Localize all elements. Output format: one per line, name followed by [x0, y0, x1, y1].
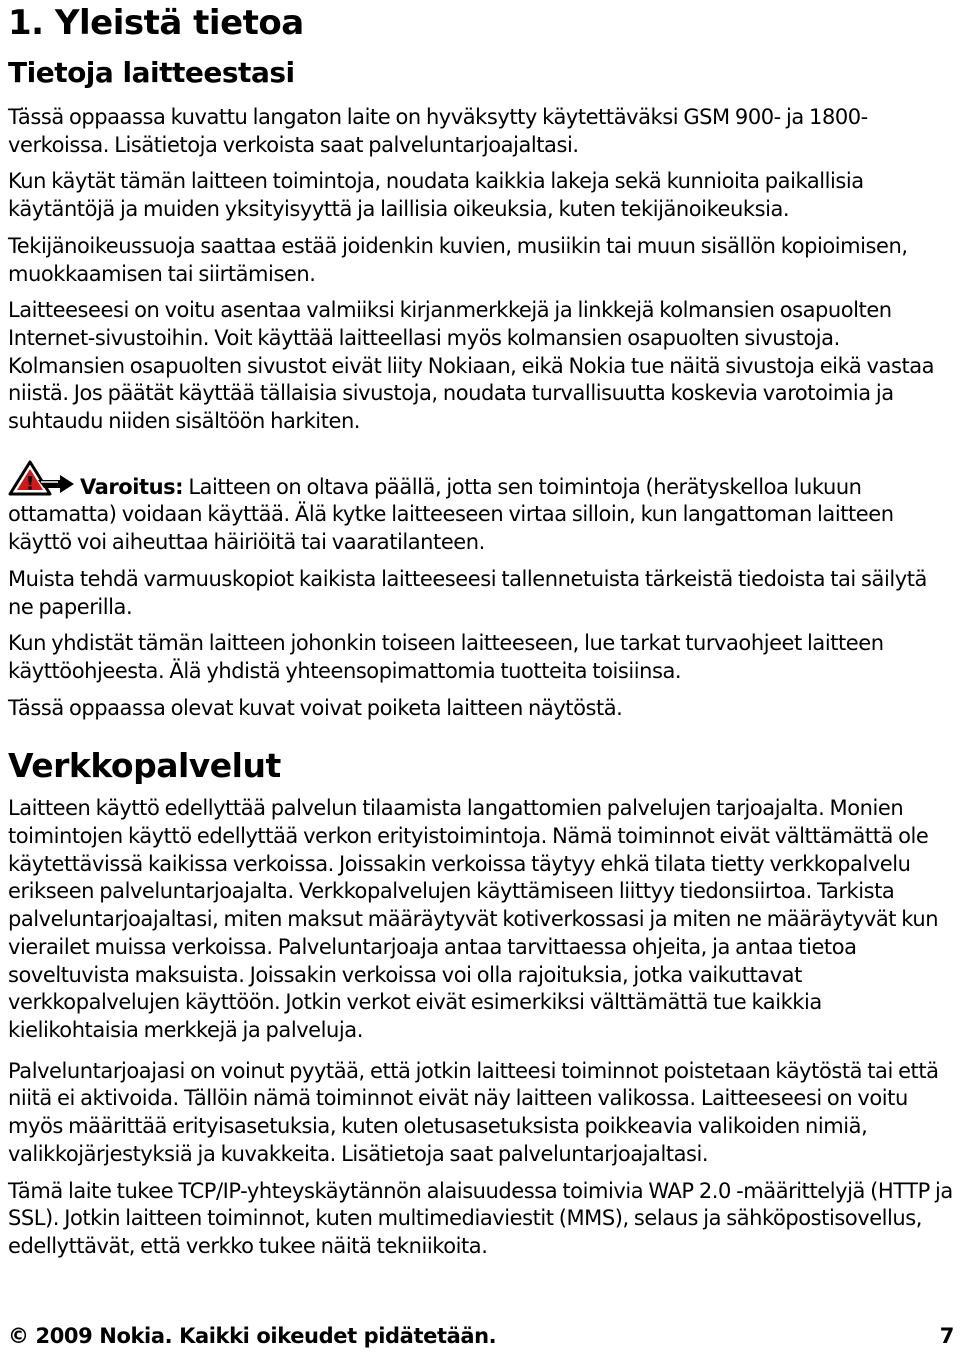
- warning-notice: [8, 460, 956, 557]
- paragraph-backups: Muista tehdä varmuuskopiot kaikista laitteeseesi tallennetuista tärkeistä tiedoista tai säilytä ne paperilla.: [8, 566, 927, 619]
- warning-text: Laitteen on oltava päällä, jotta sen toimintoja (herätyskelloa lukuun ottamatta) voidaan käyttää. Älä kytke laitteeseen virtaa silloin, kun langattoman laitteen käyttö voi aiheuttaa häiriöitä tai vaaratilanteen.: [8, 474, 894, 555]
- paragraph-network-services: Laitteen käyttö edellyttää palvelun tilaamista langattomien palvelujen tarjoajalta. Monien toimintojen käyttö edellyttää verkon erityistoimintoja. Nämä toiminnot eivät välttämättä ole käytettävissä kaikissa verkoissa. Joissakin verkoissa täytyy ehkä tilata tietty verkkopalvelu erikseen palveluntarjoajalta. Verkkopalvelujen käyttämiseen liittyy tiedonsiirtoa. Tarkista palveluntarjoajaltasi, miten maksut määräytyvät kotiverkossasi ja miten ne määräytyvät kun vierailet muissa verkoissa. Palveluntarjoaja antaa tarvittaessa ohjeita, ja antaa tietoa soveltuvista maksuista. Joissakin verkoissa voi olla rajoituksia, jotka vaikuttavat verkkopalvelujen käyttöön. Jotkin verkot eivät esimerkiksi välttämättä tue kaikkia kielikohtaisia merkkejä ja palveluja.: [8, 796, 939, 1042]
- chapter-title: 1. Yleistä tietoa: [8, 3, 304, 43]
- paragraph-protocols: Tämä laite tukee TCP/IP-yhteyskäytännön alaisuudessa toimivia WAP 2.0 -määrittelyjä (HTTP ja SSL). Jotkin laitteen toiminnot, kuten multimediaviestit (MMS), selaus ja sähköpostisovellus, edellyttävät, että verkko tukee näitä tekniikoita.: [8, 1178, 953, 1258]
- paragraph-copyright-protection: Tekijänoikeussuoja saattaa estää joidenkin kuvien, musiikin tai muun sisällön kopioimisen, muokkaamisen tai siirtämisen.: [8, 233, 908, 286]
- copyright-notice: © 2009 Nokia. Kaikki oikeudet pidätetään.: [8, 1324, 497, 1348]
- page-footer: [8, 1322, 954, 1350]
- warning-hand-icon: [8, 460, 76, 500]
- paragraph-third-party-sites: Laitteeseesi on voitu asentaa valmiiksi kirjanmerkkejä ja linkkejä kolmansien osapuolten Internet-sivustoihin. Voit käyttää laitteellasi myös kolmansien osapuolten sivustoja. Kolmansien osapuolten sivustot eivät liity Nokiaan, eikä Nokia tue näitä sivustoja eikä vastaa niistä. Jos päätät käyttää tällaisia sivustoja, noudata turvallisuutta koskevia varotoimia ja suhtaudu niiden sisältöön harkiten.: [8, 298, 935, 434]
- document-page: [8, 0, 956, 1261]
- warning-label: Varoitus:: [80, 474, 184, 499]
- section-heading-about: Tietoja laitteestasi: [8, 56, 295, 89]
- paragraph-connecting-devices: Kun yhdistät tämän laitteen johonkin toiseen laitteeseen, lue tarkat turvaohjeet laitteen käyttöohjeesta. Älä yhdistä yhteensopimattomia tuotteita toisiinsa.: [8, 631, 884, 683]
- warning-paragraph: [8, 460, 956, 557]
- paragraph-networks: Tässä oppaassa kuvattu langaton laite on hyväksytty käytettäväksi GSM 900- ja 1800-verkoissa. Lisätietoja verkoista saat palveluntarjoajaltasi.: [8, 105, 868, 157]
- page-number: 7: [939, 1324, 954, 1348]
- paragraph-provider-settings: Palveluntarjoajasi on voinut pyytää, että jotkin laitteesi toiminnot poistetaan käytöstä tai että niitä ei aktivoida. Tällöin nämä toiminnot eivät näy laitteen valikossa. Laitteeseesi on voitu myös määrittää erityisasetuksia, kuten oletusasetuksista poikkeavia valikoiden nimiä, valikkojärjestyksiä ja kuvakkeita. Lisätietoja saat palveluntarjoajaltasi.: [8, 1058, 939, 1166]
- paragraph-images-disclaimer: Tässä oppaassa olevat kuvat voivat poiketa laitteen näytöstä.: [8, 695, 623, 720]
- section-heading-network-services: Verkkopalvelut: [8, 746, 281, 786]
- paragraph-laws: Kun käytät tämän laitteen toimintoja, noudata kaikkia lakeja sekä kunnioita paikallisia käytäntöjä ja muiden yksityisyyttä ja laillisia oikeuksia, kuten tekijänoikeuksia.: [8, 169, 864, 222]
